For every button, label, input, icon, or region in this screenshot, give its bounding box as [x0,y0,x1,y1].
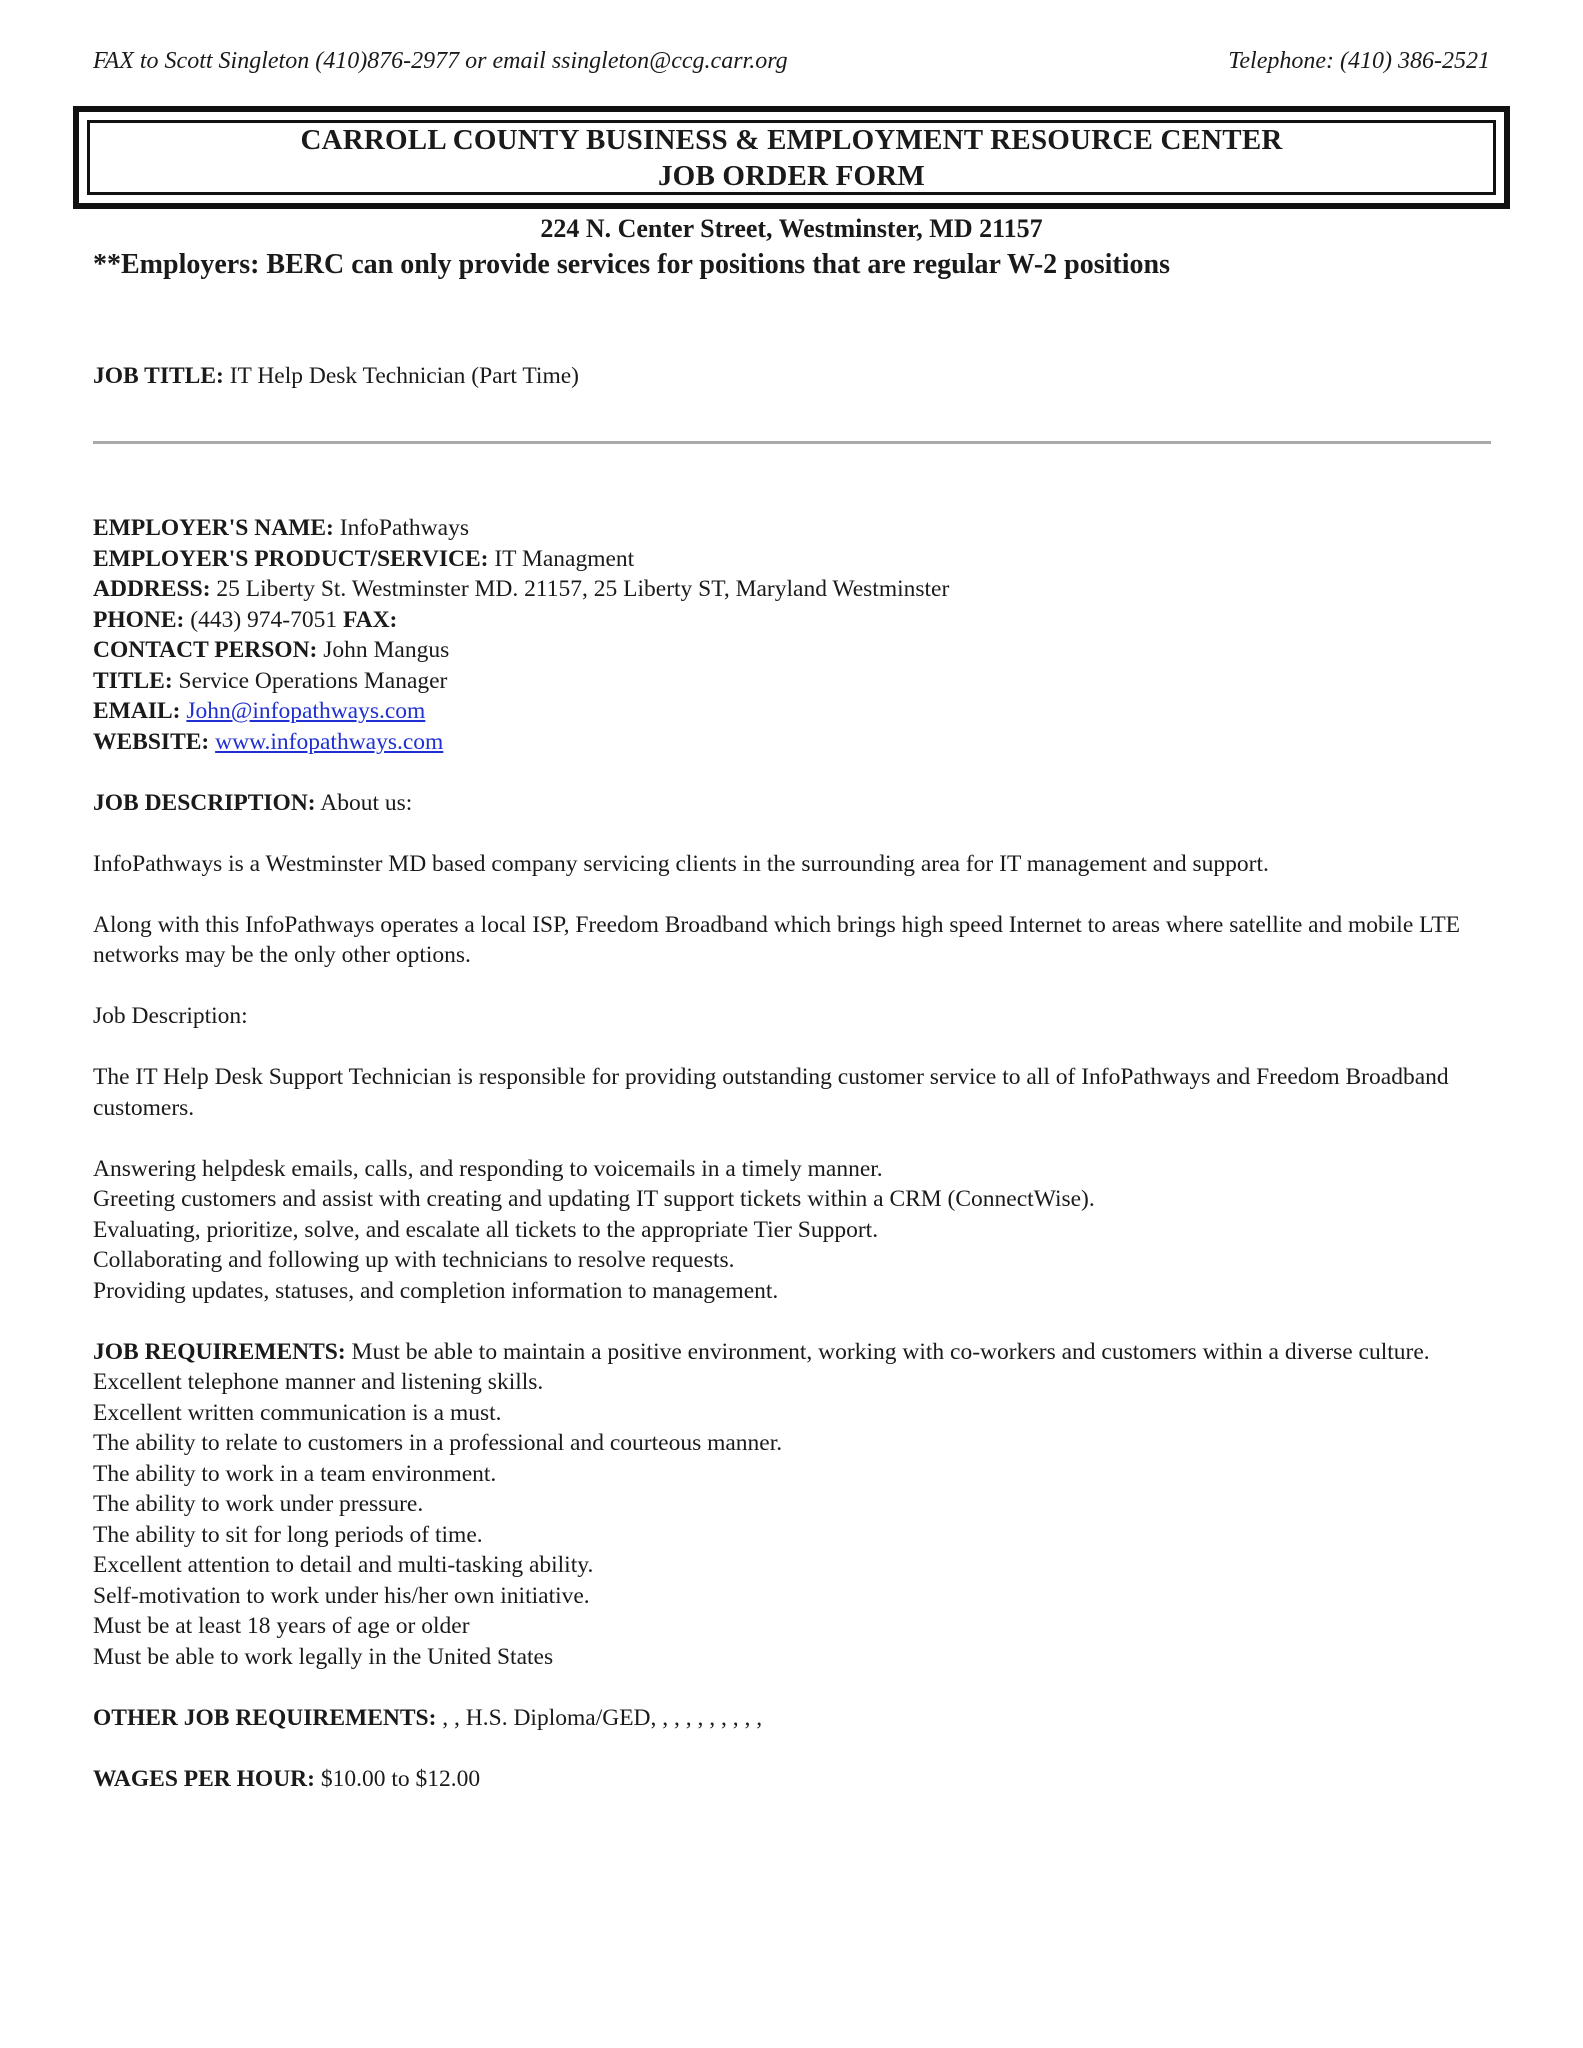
job-title-label: JOB TITLE: [93,363,224,389]
form-title: JOB ORDER FORM [657,159,925,192]
employer-address-label: ADDRESS: [93,576,211,602]
requirement-item: Excellent attention to detail and multi-tasking ability. [93,1552,594,1578]
employer-phone-row [93,605,1493,636]
email-label: EMAIL: [93,698,181,724]
employer-address: 25 Liberty St. Westminster MD. 21157, 25 Liberty ST, Maryland Westminster [216,576,950,602]
description-paragraph: InfoPathways is a Westminster MD based company servicing clients in the surrounding area for IT management and support. [93,850,1269,877]
spacer [93,1123,1493,1154]
duty-item: Answering helpdesk emails, calls, and responding to voicemails in a timely manner. [93,1155,883,1182]
employer-info [93,513,1493,1794]
requirement-item: The ability to sit for long periods of time. [93,1521,483,1548]
other-requirements-label: OTHER JOB REQUIREMENTS: [93,1704,437,1731]
title-box [73,106,1510,209]
employer-product-label: EMPLOYER'S PRODUCT/SERVICE: [93,545,489,572]
website-row [93,727,1493,758]
other-requirements-value: , , H.S. Diploma/GED, , , , , , , , , , [442,1704,763,1731]
requirement-item: Must be at least 18 years of age or older [93,1613,470,1639]
spacer [93,879,1493,910]
job-title-row [93,361,1493,392]
job-requirements-heading [93,1337,1483,1368]
duty-item: Greeting customers and assist with creating and updating IT support tickets within a CRM (ConnectWise). [93,1186,1095,1212]
spacer [93,757,1493,788]
spacer [93,1733,1493,1764]
requirement-item: Excellent telephone manner and listening skills. [93,1369,544,1395]
contact-title-row [93,666,1493,697]
spacer [93,971,1493,1002]
job-description-label: JOB DESCRIPTION: [93,789,316,816]
contact-title-label: TITLE: [93,667,173,694]
requirement-item: The ability to work under pressure. [93,1491,424,1517]
description-paragraph: Along with this InfoPathways operates a local ISP, Freedom Broadband which brings high speed Internet to areas where satellite and mobile LTE networks may be the only other options. [93,911,1461,968]
other-requirements-row [93,1703,1493,1734]
job-title-value: IT Help Desk Technician (Part Time) [229,363,579,389]
contact-person-label: CONTACT PERSON: [93,637,318,663]
contact-person-row [93,635,1493,666]
spacer [93,1306,1493,1337]
requirement-item: The ability to work in a team environment. [93,1460,497,1487]
center-address: 224 N. Center Street, Westminster, MD 21157 [540,214,1043,243]
title-box-inner [87,120,1496,195]
employer-name: InfoPathways [339,515,469,541]
organization-title: CARROLL COUNTY BUSINESS & EMPLOYMENT RESOURCE CENTER [300,123,1283,156]
description-subheading: Job Description: [93,1003,248,1029]
wages-row [93,1764,1493,1795]
job-requirements-label: JOB REQUIREMENTS: [93,1338,346,1365]
employers-note: **Employers: BERC can only provide services for positions that are regular W-2 positions [93,249,1170,280]
horizontal-divider [93,441,1491,444]
website-link[interactable]: www.infopathways.com [215,728,444,755]
telephone-header: Telephone: (410) 386-2521 [1228,48,1490,74]
job-requirements-intro: Must be able to maintain a positive environment, working with co-workers and customers within a diverse culture. [351,1338,1430,1365]
employer-name-row [93,513,1493,544]
employer-phone-label: PHONE: [93,606,185,633]
email-row [93,696,1493,727]
duty-item: Evaluating, prioritize, solve, and escalate all tickets to the appropriate Tier Support. [93,1216,879,1243]
fax-header-line: FAX to Scott Singleton (410)876-2977 or email ssingleton@ccg.carr.org [93,48,788,74]
wages-label: WAGES PER HOUR: [93,1765,315,1792]
employer-address-row [93,574,1493,605]
duty-item: Providing updates, statuses, and completion information to management. [93,1277,779,1304]
requirement-item: Excellent written communication is a must. [93,1399,502,1426]
job-description-intro: About us: [320,789,413,816]
email-link[interactable]: John@infopathways.com [186,698,426,724]
description-paragraph: The IT Help Desk Support Technician is responsible for providing outstanding customer service to all of InfoPathways and Freedom Broadband customers. [93,1064,1449,1121]
contact-person: John Mangus [323,637,450,663]
requirement-item: Must be able to work legally in the United States [93,1643,554,1670]
employer-product: IT Managment [494,545,635,572]
spacer [93,1672,1493,1703]
job-title-section [93,361,1493,392]
job-description-heading [93,788,1493,819]
requirement-item: Self-motivation to work under his/her own initiative. [93,1582,590,1609]
employer-product-row [93,544,1493,575]
spacer [93,1032,1493,1063]
wages-value: $10.00 to $12.00 [320,1765,481,1792]
duty-item: Collaborating and following up with technicians to resolve requests. [93,1247,735,1273]
requirement-item: The ability to relate to customers in a professional and courteous manner. [93,1430,783,1456]
employer-name-label: EMPLOYER'S NAME: [93,515,334,541]
contact-title: Service Operations Manager [178,667,448,694]
employer-fax-label: FAX: [343,606,398,633]
spacer [93,818,1493,849]
employer-phone: (443) 974-7051 [190,606,338,633]
website-label: WEBSITE: [93,728,210,755]
